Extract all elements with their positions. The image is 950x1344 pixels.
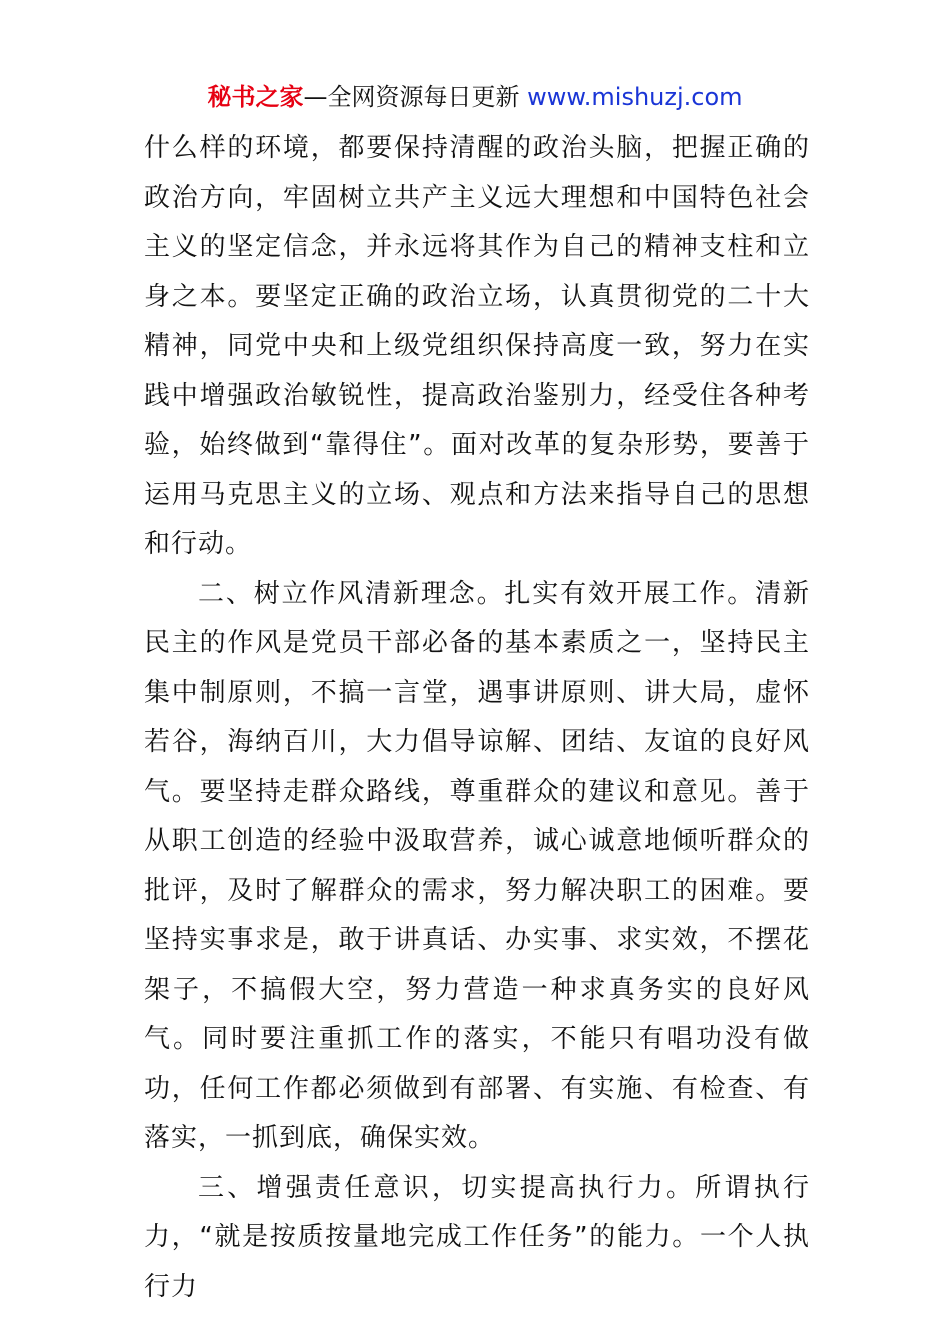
site-brand: 秘书之家 xyxy=(207,83,304,111)
site-tagline: —全网资源每日更新 xyxy=(303,83,528,111)
page-header xyxy=(0,80,950,114)
site-url[interactable]: www.mishuzj.com xyxy=(527,83,743,111)
paragraph-section-two: 二、树立作风清新理念。扎实有效开展工作。清新民主的作风是党员干部必备的基本素质之一，坚持民主集中制原则，不搞一言堂，遇事讲原则、讲大局，虚怀若谷，海纳百川，大力倡导谅解、团结、友谊的良好风气。要坚持走群众路线，尊重群众的建议和意见。善于从职工创造的经验中汲取营养，诚心诚意地倾听群众的批评，及时了解群众的需求，努力解决职工的困难。要坚持实事求是，敢于讲真话、办实事、求实效，不摆花架子，不搞假大空，努力营造一种求真务实的良好风气。同时要注重抓工作的落实，不能只有唱功没有做功，任何工作都必须做到有部署、有实施、有检查、有落实，一抓到底，确保实效。 xyxy=(144,578,810,1153)
document-body xyxy=(144,124,810,1312)
paragraph-continuation: 什么样的环境，都要保持清醒的政治头脑，把握正确的政治方向，牢固树立共产主义远大理想和中国特色社会主义的坚定信念，并永远将其作为自己的精神支柱和立身之本。要坚定正确的政治立场，认真贯彻党的二十大精神，同党中央和上级党组织保持高度一致，努力在实践中增强政治敏锐性，提高政治鉴别力，经受住各种考验，始终做到“靠得住”。面对改革的复杂形势，要善于运用马克思主义的立场、观点和方法来指导自己的思想和行动。 xyxy=(144,133,810,559)
paragraph-section-three: 三、增强责任意识，切实提高执行力。所谓执行力，“就是按质按量地完成工作任务”的能力。一个人执行力 xyxy=(144,1172,810,1302)
